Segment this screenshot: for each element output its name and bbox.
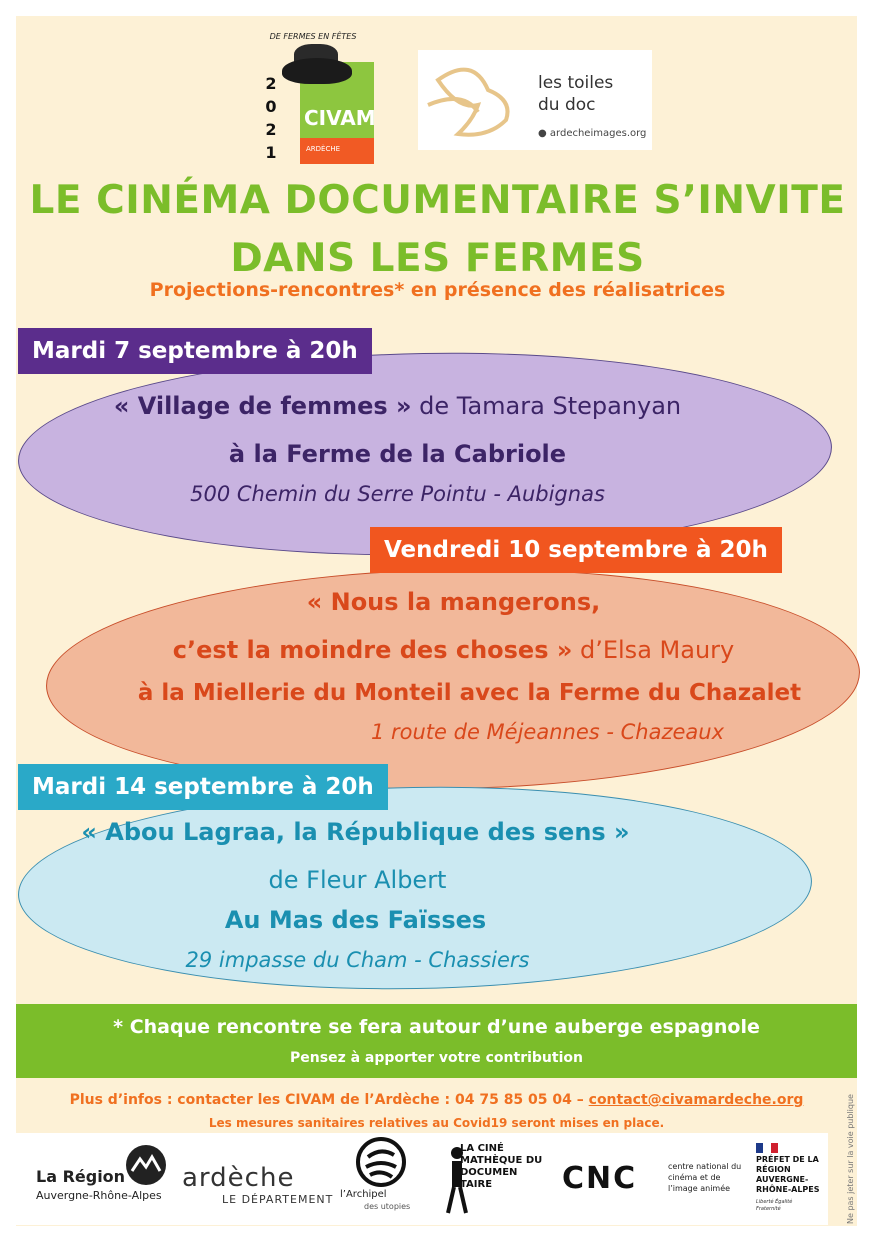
ardeche-logo-name: ardèche bbox=[182, 1163, 295, 1193]
side-note: Ne pas jeter sur la voie publique bbox=[846, 1094, 855, 1224]
toiles-line2: du doc bbox=[538, 95, 596, 115]
banner-sub: Pensez à apporter votre contribution bbox=[290, 1050, 583, 1066]
toiles-du-doc-logo bbox=[418, 50, 652, 150]
archipel-logo-sub: des utopies bbox=[364, 1202, 411, 1211]
event-1-director: de Tamara Stepanyan bbox=[411, 392, 682, 420]
event-2-film-line2-row bbox=[16, 636, 875, 664]
contact-info: Plus d’infos : contacter les CIVAM de l’Ardèche : 04 75 85 05 04 – contact@civamardeche.org bbox=[69, 1092, 804, 1108]
event-2-director: d’Elsa Maury bbox=[572, 636, 735, 664]
event-1-film: « Village de femmes » bbox=[113, 392, 412, 420]
event-2-film-line1: « Nous la mangerons, bbox=[306, 588, 601, 616]
archipel-icon bbox=[356, 1137, 406, 1187]
fermes-en-fetes-text: DE FERMES EN FÊTES bbox=[269, 32, 357, 41]
event-1-venue: à la Ferme de la Cabriole bbox=[228, 440, 567, 468]
event-3-film: « Abou Lagraa, la République des sens » bbox=[81, 818, 630, 846]
rabbit-icon bbox=[418, 50, 528, 150]
event-3-venue: Au Mas des Faïsses bbox=[224, 906, 487, 934]
marianne-flag-icon bbox=[756, 1143, 778, 1153]
title-line2: DANS LES FERMES bbox=[230, 236, 645, 281]
main-title bbox=[0, 172, 875, 288]
event-1-film-line bbox=[0, 392, 835, 420]
civam-sub: ARDÈCHE bbox=[306, 145, 341, 153]
toiles-line1: les toiles bbox=[538, 73, 614, 93]
event-3-director: de Fleur Albert bbox=[268, 866, 447, 894]
event-2-venue: à la Miellerie du Monteil avec la Ferme du Chazalet bbox=[137, 680, 802, 706]
email-link[interactable]: contact@civamardeche.org bbox=[588, 1092, 804, 1108]
civam-logo bbox=[258, 20, 378, 165]
prefet-logo-text: PRÉFET DE LA RÉGION AUVERGNE-RHÔNE-ALPES bbox=[756, 1155, 820, 1194]
ardeche-logo-sub: LE DÉPARTEMENT bbox=[222, 1193, 334, 1206]
region-logo-name: La Région bbox=[36, 1167, 126, 1186]
cinematheque-logo-name: LA CINÉ MATHÈQUE DU DOCUMEN TAIRE bbox=[460, 1143, 543, 1190]
hat-brim-icon bbox=[282, 58, 352, 84]
title-line1: LE CINÉMA DOCUMENTAIRE S’INVITE bbox=[29, 178, 846, 223]
covid-notice: Les mesures sanitaires relatives au Covid19 seront mises en place. bbox=[208, 1116, 665, 1130]
partner-logos bbox=[16, 1133, 828, 1225]
event-1-address: 500 Chemin du Serre Pointu - Aubignas bbox=[190, 482, 605, 506]
banner-main: * Chaque rencontre se fera autour d’une auberge espagnole bbox=[113, 1016, 760, 1038]
event-2-date: Vendredi 10 septembre à 20h bbox=[370, 527, 782, 573]
cnc-logo-mark: CNC bbox=[562, 1161, 638, 1196]
event-1-date: Mardi 7 septembre à 20h bbox=[18, 328, 372, 374]
civam-name: CIVAM bbox=[304, 106, 376, 130]
event-2-film-line2: c’est la moindre des choses » bbox=[172, 636, 573, 664]
archipel-logo-name: l’Archipel bbox=[340, 1189, 387, 1200]
auberge-banner bbox=[16, 1004, 857, 1078]
prefet-motto: Liberté Égalité Fraternité bbox=[756, 1199, 793, 1212]
cnc-logo-text: centre national du cinéma et de l’image animée bbox=[668, 1162, 742, 1193]
toiles-url: ● ardecheimages.org bbox=[538, 128, 647, 139]
event-3-address: 29 impasse du Cham - Chassiers bbox=[185, 948, 530, 972]
region-mountain-icon bbox=[124, 1143, 168, 1187]
year-digits: 2 0 2 1 bbox=[265, 74, 277, 162]
event-2-address: 1 route de Méjeannes - Chazeaux bbox=[370, 720, 725, 744]
subtitle: Projections-rencontres* en présence des réalisatrices bbox=[149, 279, 726, 301]
region-logo-sub: Auvergne-Rhône-Alpes bbox=[36, 1189, 162, 1202]
event-3-date: Mardi 14 septembre à 20h bbox=[18, 764, 388, 810]
